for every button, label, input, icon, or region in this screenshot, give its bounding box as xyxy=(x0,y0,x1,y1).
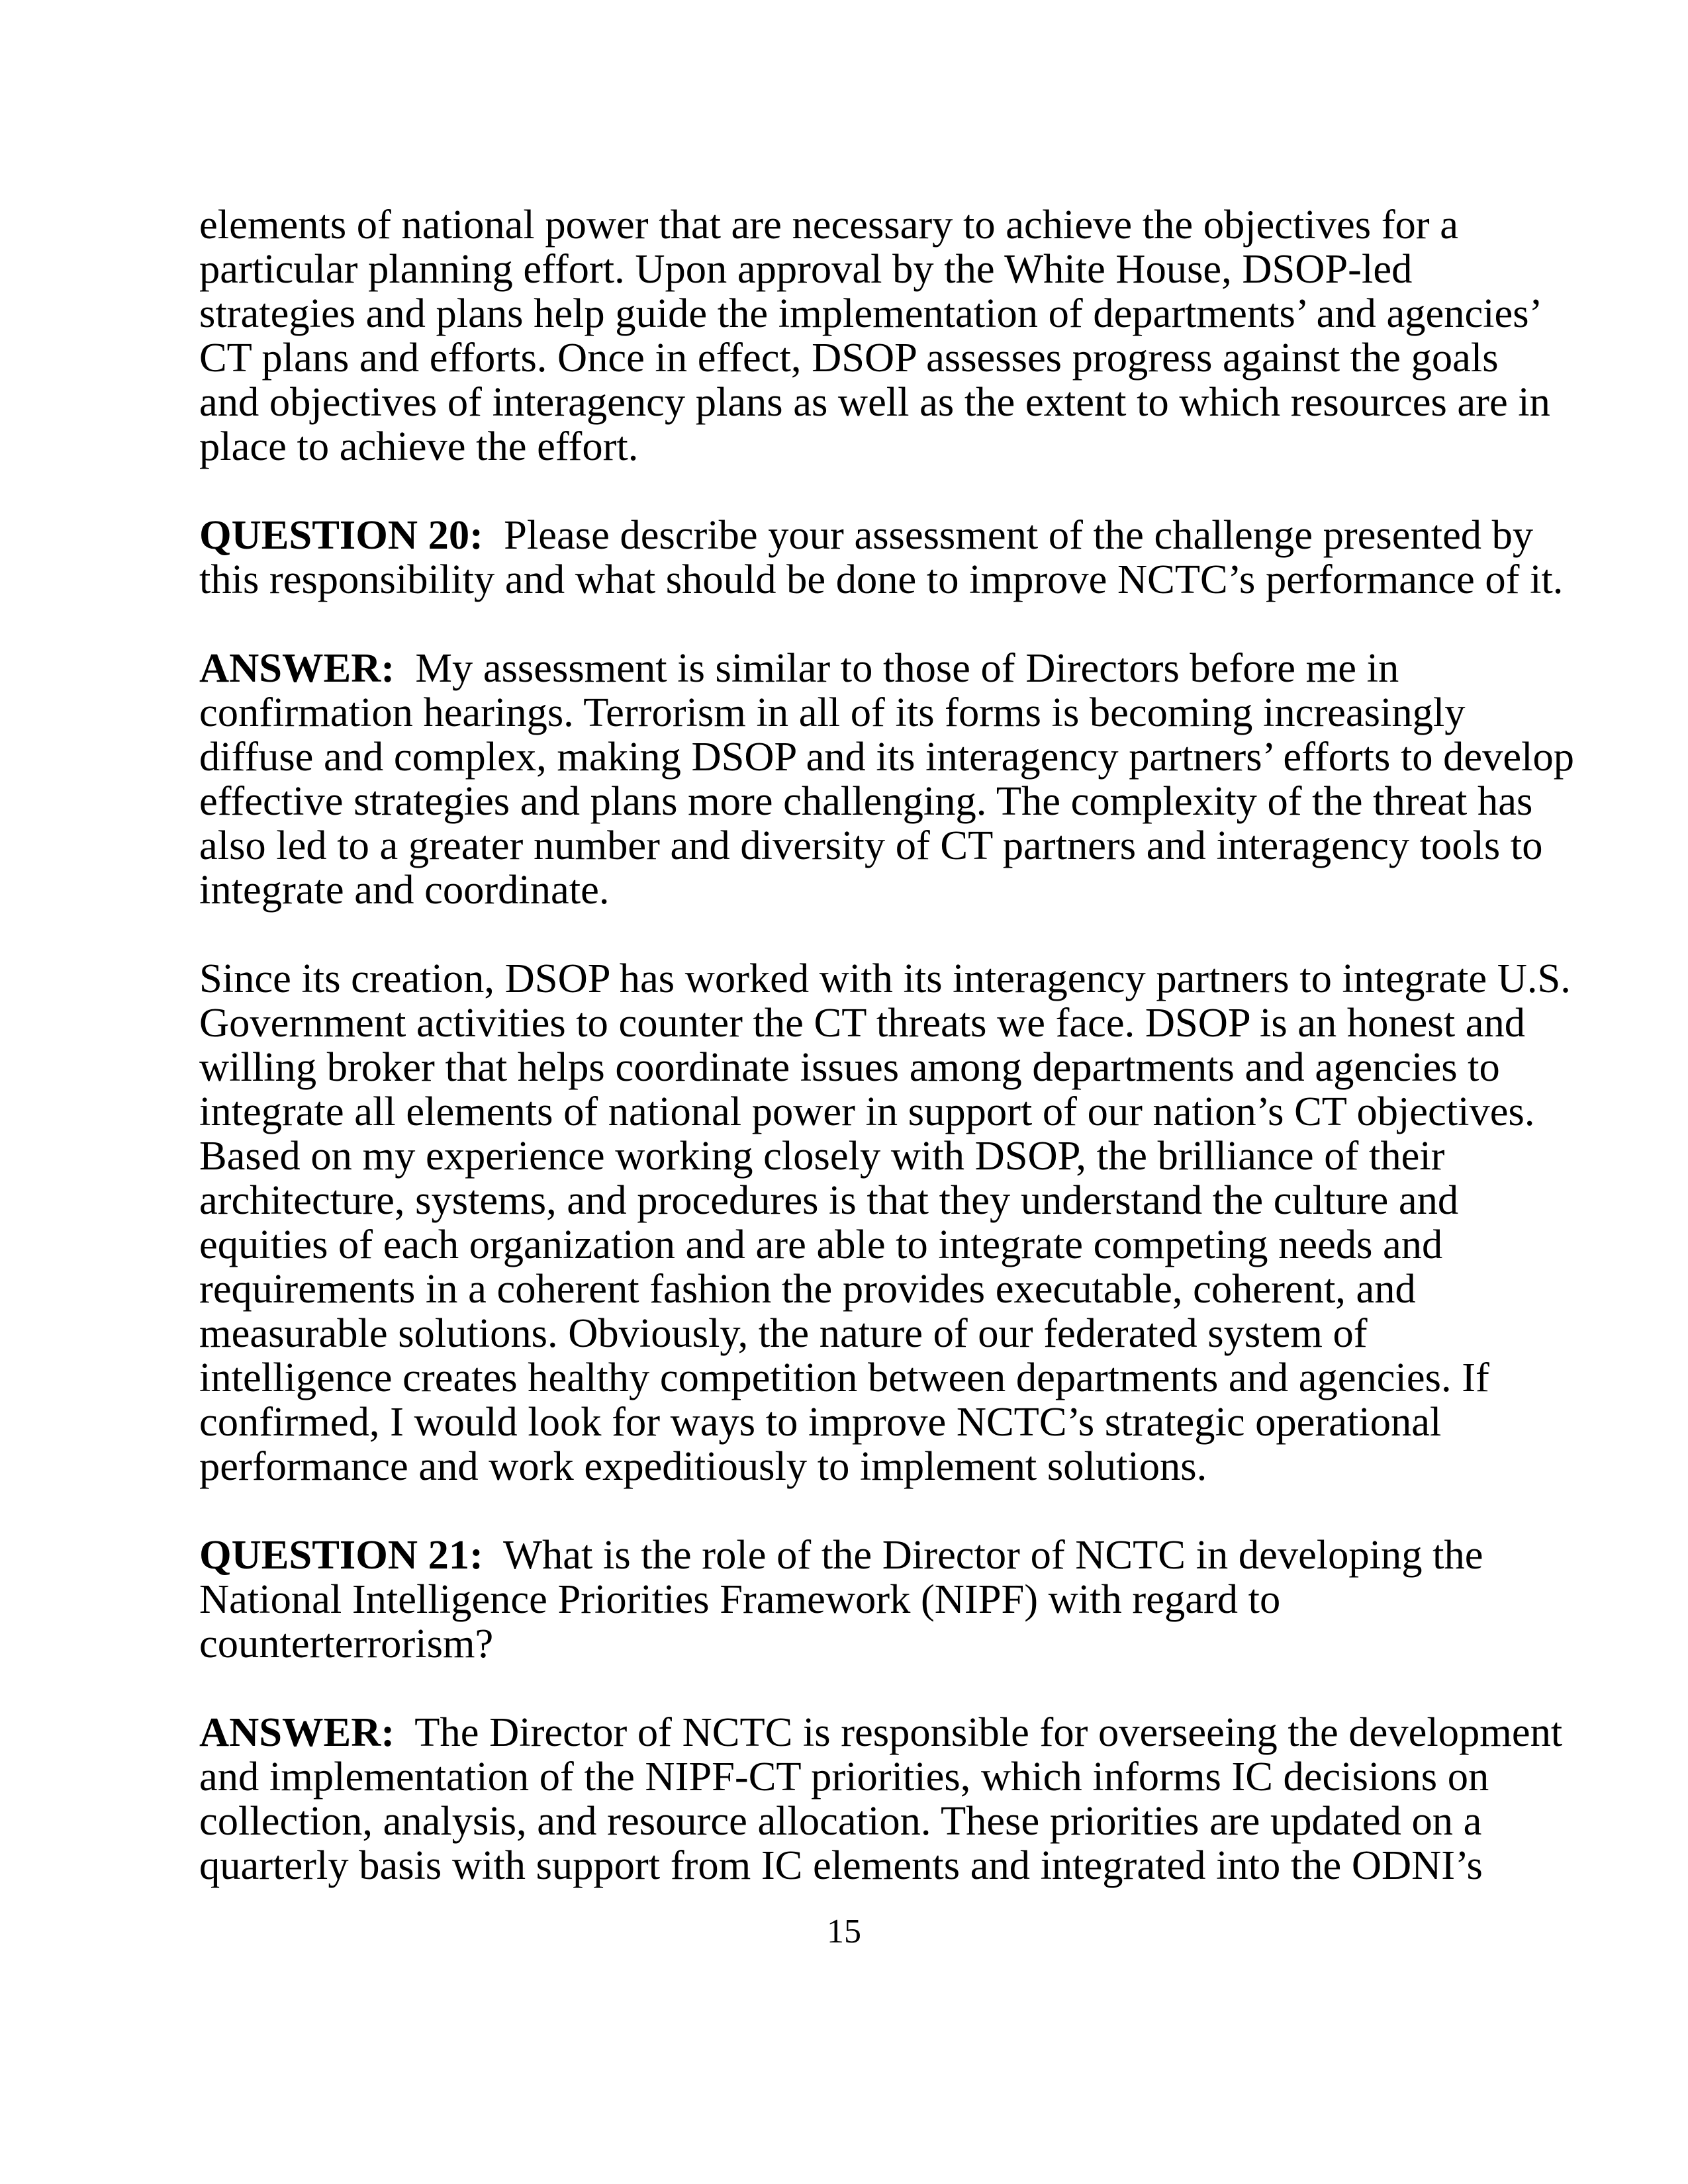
question-21 xyxy=(199,1533,1523,1666)
text-line: collection, analysis, and resource allocation. These priorities are updated on a xyxy=(199,1797,1482,1844)
answer-text: The Director of NCTC is responsible for overseeing the development xyxy=(395,1709,1563,1755)
text-line: counterterrorism? xyxy=(199,1620,494,1666)
text-line: and implementation of the NIPF-CT priorities, which informs IC decisions on xyxy=(199,1753,1489,1799)
question-label: QUESTION 20: xyxy=(199,512,483,558)
answer-first-line xyxy=(199,1709,1563,1755)
text-line: strategies and plans help guide the implementation of departments’ and agencies’ xyxy=(199,290,1543,336)
answer-label: ANSWER: xyxy=(199,1709,395,1755)
text-line: Government activities to counter the CT threats we face. DSOP is an honest and xyxy=(199,999,1525,1046)
text-line: particular planning effort. Upon approval by the White House, DSOP-led xyxy=(199,246,1413,292)
text-line: quarterly basis with support from IC elements and integrated into the ODNI’s xyxy=(199,1842,1483,1888)
question-text: Please describe your assessment of the challenge presented by xyxy=(483,512,1534,558)
question-20 xyxy=(199,512,1564,602)
text-line: intelligence creates healthy competition between departments and agencies. If xyxy=(199,1354,1489,1400)
answer-label: ANSWER: xyxy=(199,645,395,691)
answer-20-continuation-paragraph xyxy=(199,955,1571,1489)
question-label: QUESTION 21: xyxy=(199,1531,483,1578)
answer-text: My assessment is similar to those of Directors before me in xyxy=(395,645,1399,691)
question-first-line xyxy=(199,512,1534,558)
text-line: measurable solutions. Obviously, the nature of our federated system of xyxy=(199,1310,1368,1356)
text-line: integrate all elements of national power in support of our nation’s CT objectives. xyxy=(199,1088,1535,1134)
text-line: requirements in a coherent fashion the provides executable, coherent, and xyxy=(199,1265,1416,1312)
text-line: performance and work expeditiously to implement solutions. xyxy=(199,1443,1207,1489)
text-line: elements of national power that are necessary to achieve the objectives for a xyxy=(199,201,1458,248)
text-line: Since its creation, DSOP has worked with its interagency partners to integrate U.S. xyxy=(199,955,1571,1001)
text-line: confirmed, I would look for ways to improve NCTC’s strategic operational xyxy=(199,1398,1442,1445)
answer-first-line xyxy=(199,646,1523,690)
text-line: equities of each organization and are able to integrate competing needs and xyxy=(199,1221,1443,1267)
text-line: willing broker that helps coordinate issues among departments and agencies to xyxy=(199,1044,1500,1090)
text-line: integrate and coordinate. xyxy=(199,866,610,913)
text-line: this responsibility and what should be done to improve NCTC’s performance of it. xyxy=(199,556,1564,602)
answer-20 xyxy=(199,645,1575,913)
text-line: effective strategies and plans more challenging. The complexity of the threat has xyxy=(199,778,1533,824)
page-body xyxy=(199,201,1575,1888)
text-line: diffuse and complex, making DSOP and its interagency partners’ efforts to develop xyxy=(199,733,1575,780)
text-line: Based on my experience working closely with DSOP, the brilliance of their xyxy=(199,1132,1445,1179)
text-line: also led to a greater number and diversity of CT partners and interagency tools to xyxy=(199,822,1543,868)
text-line: place to achieve the effort. xyxy=(199,423,639,469)
question-first-line xyxy=(199,1533,1523,1577)
text-line: confirmation hearings. Terrorism in all of its forms is becoming increasingly xyxy=(199,689,1466,735)
text-line: architecture, systems, and procedures is that they understand the culture and xyxy=(199,1177,1459,1223)
question-text: What is the role of the Director of NCTC in developing the xyxy=(483,1531,1483,1578)
page-number: 15 xyxy=(827,1913,861,1950)
text-line: and objectives of interagency plans as well as the extent to which resources are in xyxy=(199,379,1550,425)
answer-21 xyxy=(199,1709,1563,1888)
continuation-paragraph xyxy=(199,201,1550,469)
text-line: CT plans and efforts. Once in effect, DSOP assesses progress against the goals xyxy=(199,334,1499,381)
text-line: National Intelligence Priorities Framework (NIPF) with regard to xyxy=(199,1576,1281,1622)
